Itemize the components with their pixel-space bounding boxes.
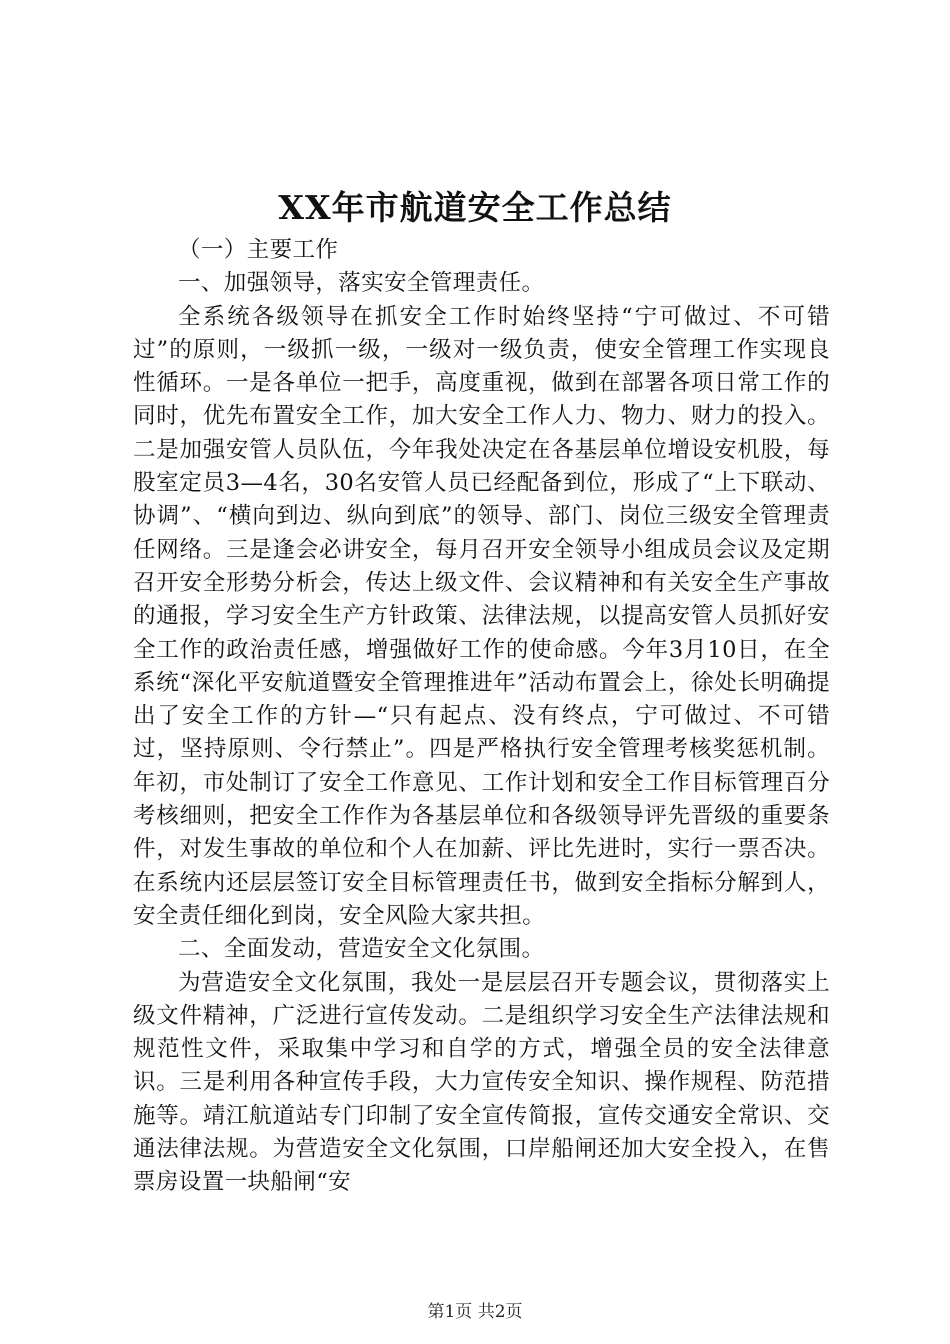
paragraph-leadership: 全系统各级领导在抓安全工作时始终坚持“宁可做过、不可错过”的原则，一级抓一级，一级对一级负责，使安全管理工作实现良性循环。一是各单位一把手，高度重视，做到在部署各项日常工作的同时，优先布置安全工作，加大安全工作人力、物力、财力的投入。二是加强安管人员队伍，今年我处决定在各基层单位增设安机股，每股室定员3—4名，30名安管人员已经配备到位，形成了“上下联动、协调”、“横向到边、纵向到底”的领导、部门、岗位三级安全管理责任网络。三是逢会必讲安全，每月召开安全领导小组成员会议及定期召开安全形势分析会，传达上级文件、会议精神和有关安全生产事故的通报，学习安全生产方针政策、法律法规，以提高安管人员抓好安全工作的政治责任感，增强做好工作的使命感。今年3月10日，在全系统“深化平安航道暨安全管理推进年”活动布置会上，徐处长明确提出了安全工作的方针—“只有起点、没有终点，宁可做过、不可错过，坚持原则、令行禁止”。四是严格执行安全管理考核奖惩机制。年初，市处制订了安全工作意见、工作计划和安全工作目标管理百分考核细则，把安全工作作为各基层单位和各级领导评先晋级的重要条件，对发生事故的单位和个人在加薪、评比先进时，实行一票否决。在系统内还层层签订安全目标管理责任书，做到安全指标分解到人，安全责任细化到岗，安全风险大家共担。: [133, 303, 830, 929]
document-body: [133, 234, 830, 1200]
page-footer: 第1页 共2页: [427, 1302, 523, 1322]
section-heading-main-work: （一）主要工作: [178, 237, 339, 263]
paragraph-safety-culture: 为营造安全文化氛围，我处一是层层召开专题会议，贯彻落实上级文件精神，广泛进行宣传发动。二是组织学习安全生产法律法规和规范性文件，采取集中学习和自学的方式，增强全员的安全法律意识。三是利用各种宣传手段，大力宣传安全知识、操作规程、防范措施等。靖江航道站专门印制了安全宣传简报，宣传交通安全常识、交通法律法规。为营造安全文化氛围，口岸船闸还加大安全投入，在售票房设置一块船闸“安: [133, 969, 830, 1196]
section-heading-safety-culture: 二、全面发动，营造安全文化氛围。: [178, 936, 545, 963]
document-title: XX年市航道安全工作总结: [278, 188, 672, 227]
section-heading-leadership: 一、加强领导，落实安全管理责任。: [178, 270, 545, 297]
